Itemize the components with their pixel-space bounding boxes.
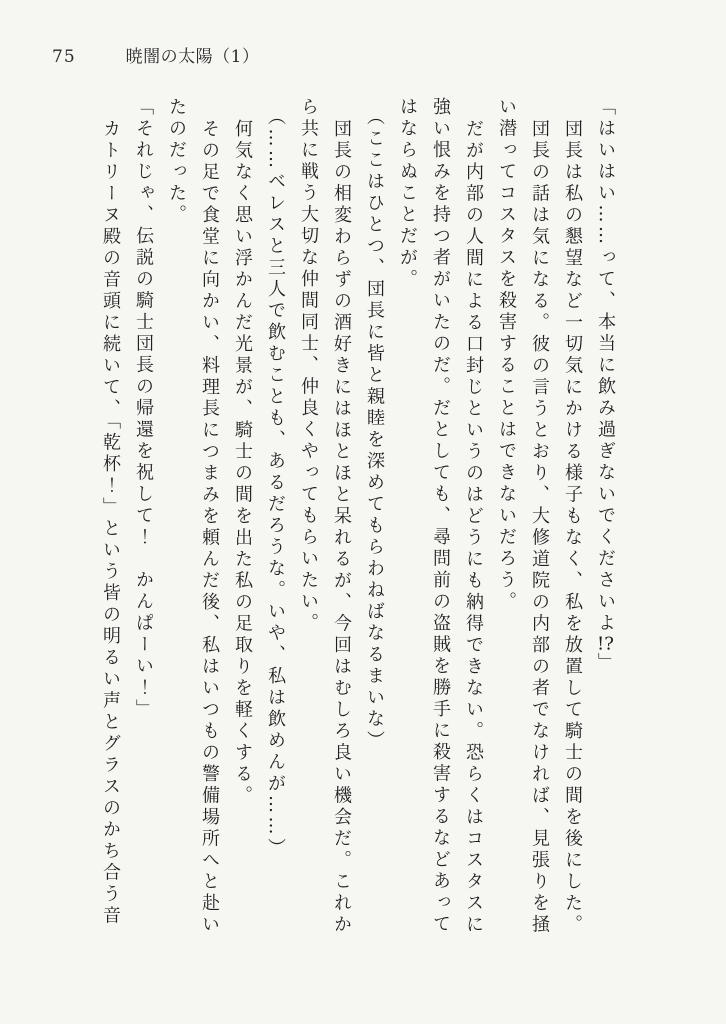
page-header [52, 42, 259, 67]
paragraph-dialogue-hai [589, 97, 622, 937]
tatechuyoko-exclamation-question: !? [597, 634, 614, 653]
running-title: 暁闇の太陽（1） [125, 47, 260, 67]
paragraph-thought-beres: （……ベレスと三人で飲むことも、あるだろうな。いや、私は飲めんが……） [265, 107, 286, 860]
paragraph-dialogue-kanpai: 「それじゃ、伝説の騎士団長の帰還を祝して！ かんぱーい！」 [133, 97, 154, 721]
paragraph-thought-shinboku: （ここはひとつ、団長に皆と親睦を深めてもらわねばなるまいな） [364, 107, 385, 752]
paragraph-danchou-story: 団長の話は気になる。彼の言うとおり、大修道院の内部の者でなければ、見張りを掻い潜ってコスタスを殺害することはできないだろう。 [496, 97, 550, 936]
body-text [90, 97, 622, 937]
paragraph-sakezuki: 団長の相変わらずの酒好きにはほとほと呆れるが、今回はむしろ良い機会だ。これから共に戦う大切な仲間同士、仲良くやってもらいたい。 [298, 97, 352, 936]
paragraph-danchou-leaves: 団長は私の懇望など一切気にかける様子もなく、私を放置して騎士の間を後にした。 [562, 118, 583, 936]
paragraph-catherine-ondo: カトリーヌ殿の音頭に続いて、「乾杯！」という皆の明るい声とグラスのかち合う音 [100, 118, 121, 927]
page-number: 75 [52, 47, 76, 67]
paragraph-dialogue-hai-text: 「はいはい……って、本当に飲み過ぎないでくださいよ [595, 97, 616, 635]
paragraph-doubt-kuchifuji: だが内部の人間による口封じというのはどうにも納得できない。恐らくはコスタスに強い恨みを持つ者がいたのだ。だとしても、尋問前の盗賊を勝手に殺害するなどあってはならぬことだが。 [397, 97, 484, 936]
paragraph-nanigenaku: 何気なく思い浮かんだ光景が、騎士の間を出た私の足取りを軽くする。 [232, 118, 253, 807]
paragraph-shokudou: その足で食堂に向かい、料理長につまみを頼んだ後、私はいつもの警備場所へと赴いたのだった。 [166, 97, 220, 936]
paragraph-dialogue-hai-close-quote: 」 [595, 652, 616, 674]
